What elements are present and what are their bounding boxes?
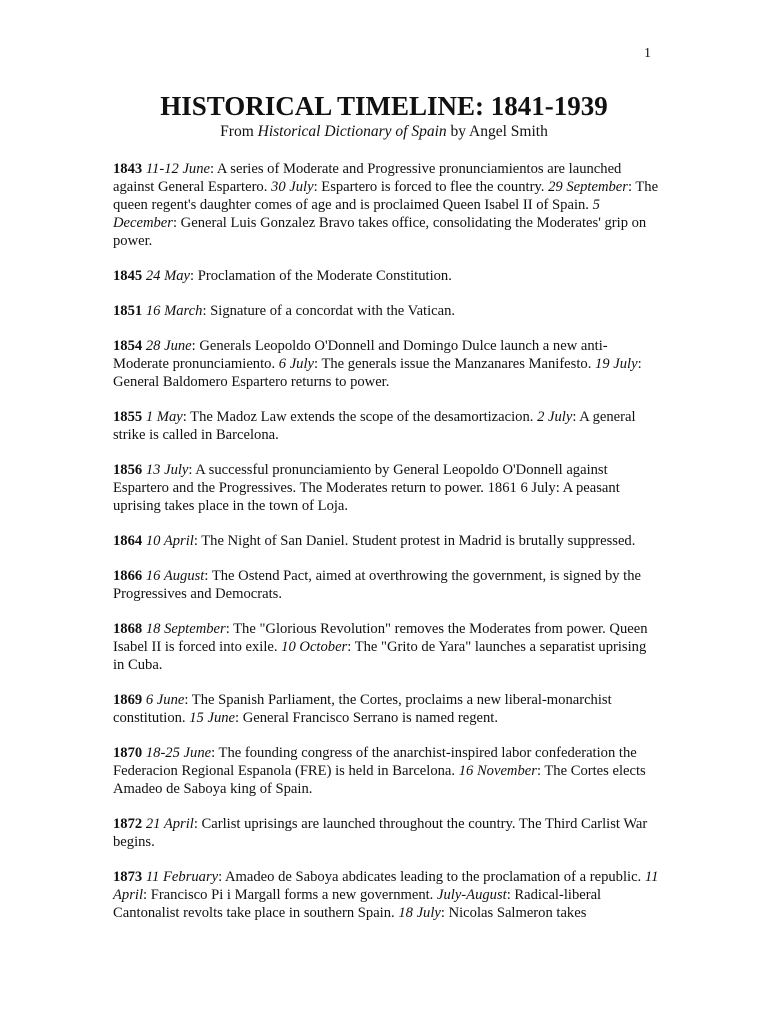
entry-text: : Espartero is forced to flee the country. xyxy=(313,179,549,195)
entry-year: 1869 xyxy=(113,692,143,708)
entry-text: : Proclamation of the Moderate Constitution. xyxy=(190,268,452,284)
entry-date: 13 July xyxy=(145,462,189,478)
timeline-entries xyxy=(113,160,659,939)
document-title: HISTORICAL TIMELINE: 1841-1939 xyxy=(160,91,608,121)
timeline-entry xyxy=(113,567,659,603)
timeline-entry xyxy=(113,267,659,285)
entry-date: 30 July xyxy=(271,179,314,195)
entry-text: : The "Glorious Revolution" removes the Moderates from power. Queen Isabel II is forced into exile. xyxy=(113,621,648,655)
entry-date: 15 June xyxy=(189,710,236,726)
entry-year: 1866 xyxy=(113,568,143,584)
timeline-entry xyxy=(113,461,659,515)
entry-text: : A successful pronunciamiento by General Leopoldo O'Donnell against Espartero and the Progressives. The Moderates return to power. 1861 6 July: A peasant uprising takes place in the town of Loja. xyxy=(113,462,620,514)
entry-date: 11 April xyxy=(113,869,659,903)
entry-text: : General Francisco Serrano is named regent. xyxy=(235,710,499,726)
entry-text: : The generals issue the Manzanares Manifesto. xyxy=(314,356,595,372)
entry-text: : The Spanish Parliament, the Cortes, proclaims a new liberal-monarchist constitution. xyxy=(113,692,612,726)
entry-year: 1870 xyxy=(113,745,143,761)
entry-date: 24 May xyxy=(145,268,191,284)
entry-date: 11 February xyxy=(145,869,219,885)
entry-text: : A general strike is called in Barcelona. xyxy=(113,409,636,443)
entry-date: 6 July xyxy=(278,356,315,372)
entry-date: 21 April xyxy=(145,816,194,832)
entry-date: 16 August xyxy=(145,568,205,584)
entry-text: : The "Grito de Yara" launches a separatist uprising in Cuba. xyxy=(113,639,647,673)
timeline-entry xyxy=(113,532,659,550)
entry-date: 6 June xyxy=(145,692,185,708)
timeline-entry xyxy=(113,620,659,674)
entry-date: 18-25 June xyxy=(145,745,212,761)
page-number: 1 xyxy=(644,46,651,61)
entry-date: 28 June xyxy=(145,338,192,354)
entry-text: : The queen regent's daughter comes of age and is proclaimed Queen Isabel II of Spain. xyxy=(113,179,659,213)
entry-date: 19 July xyxy=(595,356,638,372)
entry-date: 16 November xyxy=(458,763,537,779)
entry-text: : The Madoz Law extends the scope of the desamortizacion. xyxy=(182,409,538,425)
entry-date: 29 September xyxy=(548,179,628,195)
timeline-entry xyxy=(113,160,659,250)
entry-text: : Carlist uprisings are launched throughout the country. The Third Carlist War begins. xyxy=(113,816,648,850)
entry-text: : Radical-liberal Cantonalist revolts take place in southern Spain. xyxy=(113,887,602,921)
subtitle-suffix: by Angel Smith xyxy=(446,123,548,140)
entry-year: 1843 xyxy=(113,161,143,177)
entry-text: : Nicolas Salmeron takes xyxy=(440,905,587,921)
timeline-entry xyxy=(113,302,659,320)
book-title: Historical Dictionary of Spain xyxy=(257,123,447,140)
entry-year: 1851 xyxy=(113,303,143,319)
entry-year: 1855 xyxy=(113,409,143,425)
entry-date: 18 September xyxy=(145,621,226,637)
entry-year: 1845 xyxy=(113,268,143,284)
document-subtitle xyxy=(0,123,768,141)
entry-date: 2 July xyxy=(537,409,573,425)
entry-text: : Amadeo de Saboya abdicates leading to the proclamation of a republic. xyxy=(218,869,645,885)
entry-date: July-August xyxy=(436,887,507,903)
entry-year: 1856 xyxy=(113,462,143,478)
entry-text: : The Cortes elects Amadeo de Saboya king of Spain. xyxy=(113,763,646,797)
timeline-entry xyxy=(113,691,659,727)
entry-date: 11-12 June xyxy=(145,161,211,177)
entry-text: : A series of Moderate and Progressive pronunciamientos are launched against General Espartero. xyxy=(113,161,622,195)
entry-year: 1868 xyxy=(113,621,143,637)
entry-text: : The Ostend Pact, aimed at overthrowing the government, is signed by the Progressives and Democrats. xyxy=(113,568,642,602)
timeline-entry xyxy=(113,815,659,851)
entry-text: : Generals Leopoldo O'Donnell and Domingo Dulce launch a new anti-Moderate pronunciamiento. xyxy=(113,338,608,372)
entry-text: : The founding congress of the anarchist-inspired labor confederation the Federacion Regional Espanola (FRE) is held in Barcelona. xyxy=(113,745,637,779)
timeline-entry xyxy=(113,337,659,391)
entry-text: : Francisco Pi i Margall forms a new government. xyxy=(143,887,437,903)
entry-date: 10 April xyxy=(145,533,194,549)
subtitle-prefix: From xyxy=(220,123,258,140)
entry-text: : General Luis Gonzalez Bravo takes office, consolidating the Moderates' grip on power. xyxy=(113,215,647,249)
entry-text: : General Baldomero Espartero returns to power. xyxy=(113,356,642,390)
entry-year: 1854 xyxy=(113,338,143,354)
entry-year: 1873 xyxy=(113,869,143,885)
entry-year: 1864 xyxy=(113,533,143,549)
entry-date: 1 May xyxy=(145,409,183,425)
timeline-entry xyxy=(113,408,659,444)
timeline-entry xyxy=(113,868,659,922)
entry-date: 10 October xyxy=(281,639,348,655)
entry-text: : The Night of San Daniel. Student protest in Madrid is brutally suppressed. xyxy=(193,533,636,549)
entry-text: : Signature of a concordat with the Vatican. xyxy=(202,303,456,319)
entry-date: 18 July xyxy=(398,905,441,921)
timeline-entry xyxy=(113,744,659,798)
entry-year: 1872 xyxy=(113,816,143,832)
entry-date: 5 December xyxy=(113,197,600,231)
entry-date: 16 March xyxy=(145,303,203,319)
